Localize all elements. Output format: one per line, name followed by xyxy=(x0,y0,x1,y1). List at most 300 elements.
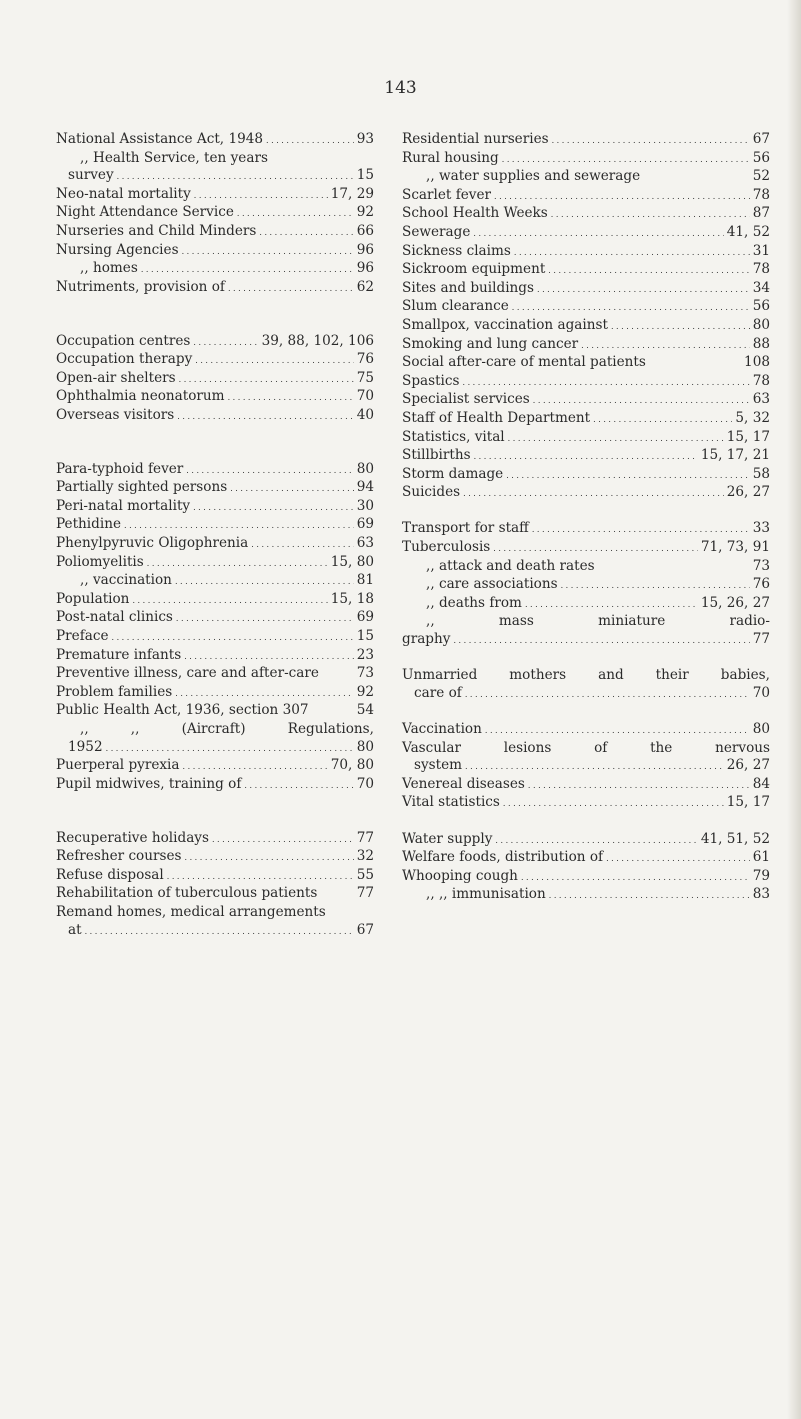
leader-dots xyxy=(177,407,353,426)
index-term: Occupation therapy xyxy=(56,351,193,368)
index-term: Preface xyxy=(56,628,109,645)
index-entry xyxy=(56,647,374,666)
index-term-word: the xyxy=(650,739,673,756)
leader-dots xyxy=(465,685,750,704)
page-reference: 15, 17 xyxy=(726,428,770,445)
leader-dots xyxy=(514,243,750,262)
index-term: Phenylpyruvic Oligophrenia xyxy=(56,535,249,552)
index-term: Stillbirths xyxy=(402,447,471,464)
leader-dots xyxy=(494,187,750,206)
page-reference: 55 xyxy=(356,866,374,883)
index-term: Poliomyelitis xyxy=(56,553,144,570)
page-reference: 66 xyxy=(356,222,374,239)
leader-dots xyxy=(549,886,750,905)
leader-dots xyxy=(465,757,724,776)
leader-dots xyxy=(237,204,354,223)
index-entry xyxy=(56,167,374,186)
page-reference: 26, 27 xyxy=(726,757,770,774)
page-reference: 15, 17 xyxy=(726,794,770,811)
index-term: Occupation centres xyxy=(56,332,191,349)
page-reference: 39, 88, 102, 106 xyxy=(261,332,374,349)
index-entry xyxy=(56,407,374,426)
index-entry xyxy=(56,572,374,591)
page-reference: 83 xyxy=(752,886,770,903)
index-column-right xyxy=(402,131,770,905)
page-reference: 69 xyxy=(356,516,374,533)
index-entry xyxy=(402,466,770,485)
page-reference: 58 xyxy=(752,465,770,482)
index-term: graphy xyxy=(402,631,451,648)
leader-dots xyxy=(124,516,354,535)
index-entry xyxy=(56,757,374,776)
leader-dots xyxy=(176,609,354,628)
index-entry xyxy=(402,576,770,595)
page-reference: 76 xyxy=(752,576,770,593)
index-term: Post-natal clinics xyxy=(56,609,173,626)
page-reference: 96 xyxy=(356,241,374,258)
leader-dots xyxy=(186,461,353,480)
index-term: ,, homes xyxy=(80,260,138,277)
index-term: Storm damage xyxy=(402,465,504,482)
index-entry xyxy=(402,168,770,187)
index-entry xyxy=(56,370,374,389)
index-entry xyxy=(56,150,374,168)
index-term: Residential nurseries xyxy=(402,131,549,147)
leader-dots xyxy=(453,631,749,650)
section-spacer xyxy=(56,794,374,812)
page-reference: 23 xyxy=(356,646,374,663)
index-entry xyxy=(402,410,770,429)
index-term: Refuse disposal xyxy=(56,866,164,883)
page-reference: 34 xyxy=(752,279,770,296)
page-reference: 52 xyxy=(752,168,770,185)
index-term: survey xyxy=(68,167,114,184)
leader-dots xyxy=(228,388,354,407)
index-entry xyxy=(402,613,770,631)
page-reference: 93 xyxy=(356,131,374,147)
page-reference: 15 xyxy=(356,167,374,184)
index-term: ,, deaths from xyxy=(426,594,522,611)
page-number: 143 xyxy=(384,78,417,98)
index-term: Partially sighted persons xyxy=(56,479,228,496)
index-term: Refresher courses xyxy=(56,848,182,865)
page-reference: 79 xyxy=(752,867,770,884)
leader-dots xyxy=(506,466,749,485)
index-term: Suicides xyxy=(402,484,461,501)
index-term: Rural housing xyxy=(402,149,499,166)
page-reference: 67 xyxy=(752,131,770,147)
leader-dots xyxy=(537,280,750,299)
index-term-word: nervous xyxy=(715,739,770,756)
index-term: Statistics, vital xyxy=(402,428,505,445)
page-reference: 84 xyxy=(752,775,770,792)
page-reference: 76 xyxy=(356,351,374,368)
index-entry xyxy=(56,554,374,573)
index-term: Pethidine xyxy=(56,516,121,533)
page-reference: 88 xyxy=(752,335,770,352)
page-reference: 80 xyxy=(356,738,374,755)
index-entry xyxy=(56,242,374,261)
page-reference: 15, 26, 27 xyxy=(700,594,770,611)
index-entry xyxy=(402,558,770,577)
index-term: Spastics xyxy=(402,372,460,389)
leader-dots xyxy=(552,131,750,150)
leader-dots xyxy=(528,776,750,795)
page-reference: 78 xyxy=(752,261,770,278)
leader-dots xyxy=(581,336,750,355)
index-term: Problem families xyxy=(56,683,173,700)
index-entry xyxy=(56,922,374,941)
index-term: Remand homes, medical arrangements xyxy=(56,903,326,920)
index-term: Population xyxy=(56,590,130,607)
index-term: Transport for staff xyxy=(402,520,529,537)
leader-dots xyxy=(183,757,328,776)
page-reference: 77 xyxy=(356,829,374,846)
index-entry xyxy=(402,280,770,299)
page-reference: 71, 73, 91 xyxy=(700,539,770,556)
page-reference: 78 xyxy=(752,186,770,203)
index-term: Staff of Health Department xyxy=(402,409,591,426)
section-spacer xyxy=(402,703,770,721)
leader-dots xyxy=(193,498,354,517)
page-reference: 78 xyxy=(752,372,770,389)
index-entry xyxy=(402,447,770,466)
page-reference: 77 xyxy=(752,631,770,648)
index-term: Social after-care of mental patients xyxy=(402,354,646,371)
index-entry xyxy=(402,740,770,758)
index-entry xyxy=(402,685,770,704)
index-entry xyxy=(402,131,770,150)
index-entry xyxy=(402,776,770,795)
index-entry xyxy=(402,667,770,685)
index-term: Sickness claims xyxy=(402,242,511,259)
leader-dots xyxy=(117,167,354,186)
page-reference: 15 xyxy=(356,628,374,645)
index-term: Slum clearance xyxy=(402,298,509,315)
index-entry xyxy=(56,830,374,849)
index-entry xyxy=(402,831,770,850)
page-reference: 92 xyxy=(356,683,374,700)
page-reference: 54 xyxy=(356,702,374,719)
index-term: 1952 xyxy=(68,738,103,755)
leader-dots xyxy=(493,539,698,558)
index-term: Scarlet fever xyxy=(402,186,492,203)
leader-dots xyxy=(175,684,353,703)
leader-dots xyxy=(194,186,328,205)
index-entry xyxy=(402,484,770,503)
index-term: Pupil midwives, training of xyxy=(56,775,242,792)
index-entry xyxy=(402,373,770,392)
index-entry xyxy=(402,849,770,868)
leader-dots xyxy=(244,776,353,795)
index-entry xyxy=(56,461,374,480)
leader-dots xyxy=(463,484,724,503)
section-spacer xyxy=(56,443,374,461)
index-entry xyxy=(56,498,374,517)
index-term: Nurseries and Child Minders xyxy=(56,222,257,239)
index-entry xyxy=(402,187,770,206)
index-term: ,, Health Service, ten years xyxy=(80,149,268,166)
leader-dots xyxy=(167,867,354,886)
page-reference: 70 xyxy=(356,388,374,405)
index-term: National Assistance Act, 1948 xyxy=(56,131,264,147)
index-term: Smoking and lung cancer xyxy=(402,335,579,352)
index-term: ,, vaccination xyxy=(80,572,172,589)
page-reference: 70 xyxy=(752,684,770,701)
index-term: Nursing Agencies xyxy=(56,241,179,258)
index-term: Whooping cough xyxy=(402,867,518,884)
index-term: Sickroom equipment xyxy=(402,261,546,278)
index-term: Ophthalmia neonatorum xyxy=(56,388,225,405)
index-term: Smallpox, vaccination against xyxy=(402,316,608,333)
page-reference: 73 xyxy=(356,665,374,682)
page-edge-shadow xyxy=(787,0,801,1419)
index-term-word: their xyxy=(655,667,689,684)
page-reference: 80 xyxy=(356,460,374,477)
index-entry xyxy=(402,336,770,355)
index-entry xyxy=(402,205,770,224)
index-entry xyxy=(56,260,374,279)
index-term: Sites and buildings xyxy=(402,279,534,296)
index-entry xyxy=(402,886,770,905)
index-entry xyxy=(402,631,770,650)
leader-dots xyxy=(184,647,353,666)
index-term: Specialist services xyxy=(402,391,530,408)
index-term-word: of xyxy=(594,739,608,756)
index-entry xyxy=(56,739,374,758)
index-term-word: and xyxy=(598,667,624,684)
index-entry xyxy=(56,609,374,628)
index-term: Rehabilitation of tuberculous patients xyxy=(56,885,318,902)
leader-dots xyxy=(182,242,354,261)
index-term: Para-typhoid fever xyxy=(56,460,184,477)
index-term: Peri-natal mortality xyxy=(56,497,191,514)
leader-dots xyxy=(485,721,750,740)
index-term-word: Unmarried xyxy=(402,667,478,684)
page-reference: 5, 32 xyxy=(735,409,770,426)
page-reference: 40 xyxy=(356,406,374,423)
index-term-word: mothers xyxy=(509,667,567,684)
index-term-word: Regulations, xyxy=(287,721,374,737)
leader-dots xyxy=(533,391,750,410)
section-spacer xyxy=(56,297,374,315)
page-reference: 31 xyxy=(752,242,770,259)
page-reference: 56 xyxy=(752,298,770,315)
index-entry xyxy=(56,535,374,554)
index-entry xyxy=(402,721,770,740)
index-term: School Health Weeks xyxy=(402,205,548,222)
leader-dots xyxy=(106,739,354,758)
page-reference: 77 xyxy=(356,885,374,902)
page-reference: 81 xyxy=(356,572,374,589)
leader-dots xyxy=(132,591,327,610)
section-spacer xyxy=(56,812,374,830)
leader-dots xyxy=(593,410,732,429)
page-reference: 63 xyxy=(752,391,770,408)
leader-dots xyxy=(175,572,354,591)
page-reference: 15, 17, 21 xyxy=(700,447,770,464)
index-entry xyxy=(402,224,770,243)
leader-dots xyxy=(179,370,354,389)
section-spacer xyxy=(402,650,770,668)
leader-dots xyxy=(611,317,750,336)
index-term: Premature infants xyxy=(56,646,182,663)
leader-dots xyxy=(551,205,750,224)
page-reference: 17, 29 xyxy=(330,185,374,202)
page-reference: 63 xyxy=(356,535,374,552)
leader-dots xyxy=(111,628,353,647)
index-entry xyxy=(56,848,374,867)
index-entry xyxy=(56,904,374,922)
page-reference: 87 xyxy=(752,205,770,222)
page-reference: 92 xyxy=(356,204,374,221)
leader-dots xyxy=(193,333,258,352)
leader-dots xyxy=(228,279,354,298)
leader-dots xyxy=(266,131,354,150)
index-entry xyxy=(56,279,374,298)
page-reference: 33 xyxy=(752,520,770,537)
page-reference: 73 xyxy=(752,557,770,574)
index-entry xyxy=(56,665,374,684)
index-entry xyxy=(56,131,374,150)
page-reference: 41, 52 xyxy=(726,223,770,240)
leader-dots xyxy=(502,150,750,169)
index-entry xyxy=(56,867,374,886)
index-term: Nutriments, provision of xyxy=(56,278,225,295)
index-entry xyxy=(56,351,374,370)
index-term: at xyxy=(68,921,82,938)
index-entry xyxy=(402,429,770,448)
page-reference: 67 xyxy=(356,921,374,938)
leader-dots xyxy=(532,520,750,539)
page-reference: 30 xyxy=(356,497,374,514)
page-reference: 94 xyxy=(356,479,374,496)
leader-dots xyxy=(212,830,354,849)
index-term-word: Vascular xyxy=(402,739,461,756)
leader-dots xyxy=(141,260,354,279)
index-term-word: babies, xyxy=(720,667,770,684)
index-entry xyxy=(402,595,770,614)
section-spacer xyxy=(402,813,770,831)
page-reference: 62 xyxy=(356,278,374,295)
leader-dots xyxy=(525,595,698,614)
leader-dots xyxy=(185,848,354,867)
index-term: Vital statistics xyxy=(402,794,500,811)
leader-dots xyxy=(463,373,750,392)
index-term: Puerperal pyrexia xyxy=(56,757,180,774)
index-entry xyxy=(56,591,374,610)
index-entry xyxy=(402,539,770,558)
index-term: Overseas visitors xyxy=(56,406,175,423)
page-reference: 26, 27 xyxy=(726,484,770,501)
leader-dots xyxy=(230,479,353,498)
index-term-word: ,, xyxy=(80,721,89,737)
page-reference: 41, 51, 52 xyxy=(700,830,770,847)
index-term: care of xyxy=(414,684,462,701)
page-reference: 70 xyxy=(356,775,374,792)
page-reference: 108 xyxy=(744,354,770,371)
index-term: Sewerage xyxy=(402,223,471,240)
index-entry xyxy=(56,628,374,647)
index-term: Open-air shelters xyxy=(56,369,176,386)
leader-dots xyxy=(548,261,749,280)
index-entry xyxy=(56,776,374,795)
leader-dots xyxy=(508,429,724,448)
index-entry xyxy=(56,885,374,904)
leader-dots xyxy=(259,223,353,242)
index-term: Night Attendance Service xyxy=(56,204,234,221)
leader-dots xyxy=(561,576,750,595)
leader-dots xyxy=(512,298,750,317)
index-column-left xyxy=(56,131,374,940)
index-entry xyxy=(402,261,770,280)
page-reference: 32 xyxy=(356,848,374,865)
page-reference: 15, 80 xyxy=(330,553,374,570)
page-reference: 80 xyxy=(752,316,770,333)
index-term: Venereal diseases xyxy=(402,775,525,792)
leader-dots xyxy=(474,447,698,466)
index-entry xyxy=(402,243,770,262)
index-entry xyxy=(56,223,374,242)
leader-dots xyxy=(473,224,723,243)
index-term: ,, ,, immunisation xyxy=(426,886,546,903)
index-term: Neo-natal mortality xyxy=(56,185,191,202)
index-entry xyxy=(402,757,770,776)
leader-dots xyxy=(503,794,724,813)
index-entry xyxy=(402,317,770,336)
index-entry xyxy=(56,479,374,498)
leader-dots xyxy=(521,868,750,887)
page-reference: 75 xyxy=(356,369,374,386)
page-reference: 80 xyxy=(752,721,770,737)
index-term: Recuperative holidays xyxy=(56,829,209,846)
section-spacer xyxy=(402,503,770,521)
page-reference: 15, 18 xyxy=(330,590,374,607)
index-term-word: ,, xyxy=(426,613,435,630)
index-entry xyxy=(56,204,374,223)
index-term: Welfare foods, distribution of xyxy=(402,849,604,866)
section-spacer xyxy=(56,426,374,444)
page-reference: 61 xyxy=(752,849,770,866)
index-entry xyxy=(402,520,770,539)
leader-dots xyxy=(606,849,750,868)
index-entry xyxy=(56,388,374,407)
page-reference: 56 xyxy=(752,149,770,166)
index-entry xyxy=(402,391,770,410)
index-term: Preventive illness, care and after-care xyxy=(56,665,319,682)
page-reference: 96 xyxy=(356,260,374,277)
leader-dots xyxy=(495,831,697,850)
index-term-word: lesions xyxy=(503,739,552,756)
leader-dots xyxy=(195,351,353,370)
page-reference: 69 xyxy=(356,609,374,626)
index-term-word: radio- xyxy=(729,613,770,630)
index-term: ,, care associations xyxy=(426,576,558,593)
index-entry xyxy=(402,150,770,169)
index-term: Water supply xyxy=(402,830,493,847)
index-entry xyxy=(56,186,374,205)
index-term: Tuberculosis xyxy=(402,539,491,556)
leader-dots xyxy=(85,922,354,941)
index-term: Public Health Act, 1936, section 307 xyxy=(56,702,309,719)
index-entry xyxy=(402,794,770,813)
index-term: Vaccination xyxy=(402,721,482,737)
index-term: system xyxy=(414,757,463,774)
leader-dots xyxy=(147,554,328,573)
index-entry xyxy=(56,516,374,535)
index-term-word: ,, xyxy=(130,721,140,737)
leader-dots xyxy=(251,535,353,554)
